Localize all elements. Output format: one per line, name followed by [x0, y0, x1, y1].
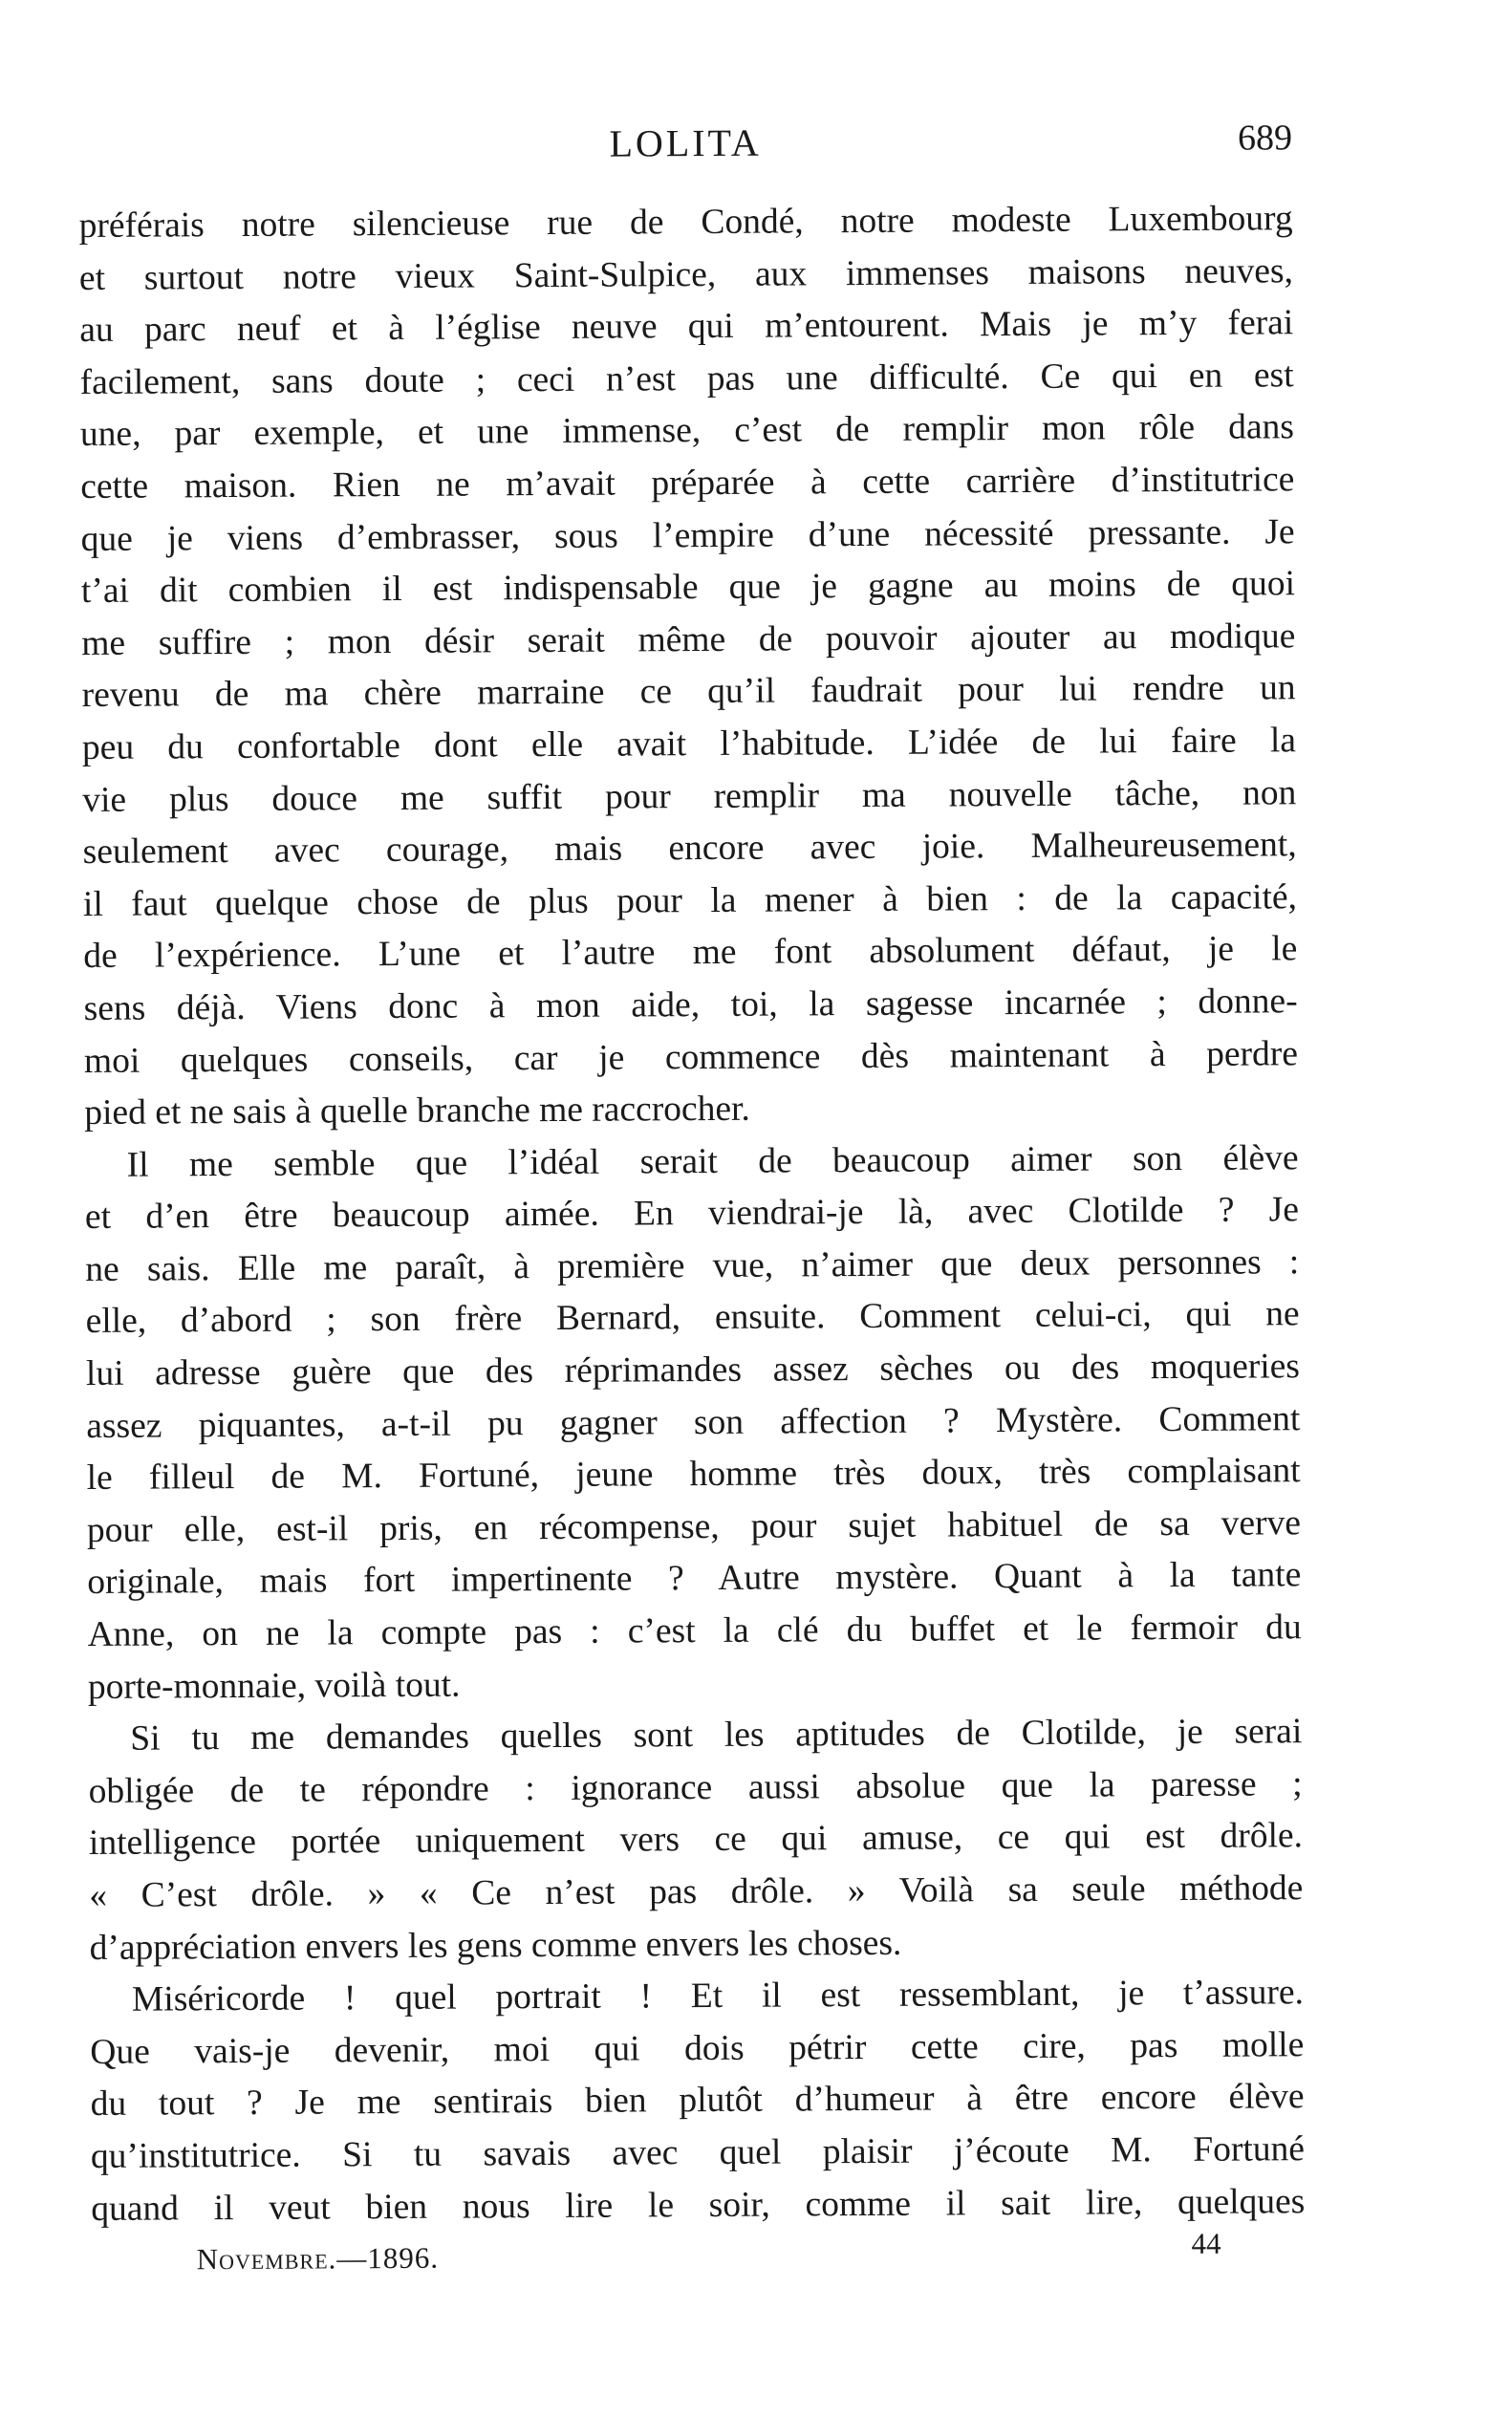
text-line: pour elle, est-il pris, en récompense, pour sujet habituel de sa verve: [86, 1503, 1302, 1550]
text-line: seulement avec courage, mais encore avec joie. Malheureusement,: [82, 825, 1297, 873]
text-line: porte-monnaie, voilà tout.: [87, 1665, 461, 1707]
text-line: qu’institutrice. Si tu savais avec quel plaisir j’écoute M. Fortuné: [90, 2129, 1306, 2176]
text-line: quand il veut bien nous lire le soir, comme il sait lire, quelques: [91, 2181, 1306, 2229]
text-line: du tout ? Je me sentirais bien plutôt d’humeur à être encore élève: [90, 2077, 1305, 2125]
text-line: peu du confortable dont elle avait l’habitude. L’idée de lui faire la: [81, 721, 1297, 767]
text-line: elle, d’abord ; son frère Bernard, ensuite. Comment celui-ci, qui ne: [85, 1294, 1300, 1342]
text-line: ne sais. Elle me paraît, à première vue, n’aimer que deux personnes :: [85, 1242, 1300, 1289]
text-line: Miséricorde ! quel portrait ! Et il est ressemblant, je t’assure.: [131, 1973, 1305, 2019]
text-line: Que vais-je devenir, moi qui dois pétrir cette cire, pas molle: [90, 2024, 1305, 2072]
body-text: [78, 193, 1305, 2235]
text-line: une, par exemple, et une immense, c’est de remplir mon rôle dans: [79, 407, 1295, 455]
text-line: lui adresse guère que des réprimandes assez sèches ou des moqueries: [85, 1347, 1301, 1394]
text-line: « C’est drôle. » « Ce n’est pas drôle. » Voilà sa seule méthode: [89, 1868, 1304, 1915]
text-line: au parc neuf et à l’église neuve qui m’entourent. Mais je m’y ferai: [79, 303, 1294, 351]
running-title: LOLITA: [609, 120, 762, 165]
book-page: [78, 117, 1306, 2299]
page-number: 689: [1237, 118, 1293, 159]
text-line: pied et ne sais à quelle branche me raccrocher.: [84, 1089, 750, 1133]
text-line: obligée de te répondre : ignorance aussi absolue que la paresse ;: [88, 1764, 1303, 1811]
text-line: et surtout notre vieux Saint-Sulpice, aux immenses maisons neuves,: [78, 250, 1294, 298]
signature-mark: Novembre.—1896.: [196, 2240, 440, 2277]
text-line: assez piquantes, a-t-il pu gagner son affection ? Mystère. Comment: [86, 1398, 1301, 1446]
text-line: préférais notre silencieuse rue de Condé, notre modeste Luxembourg: [78, 199, 1293, 246]
text-line: que je viens d’embrasser, sous l’empire d’une nécessité pressante. Je: [80, 511, 1295, 559]
text-line: le filleul de M. Fortuné, jeune homme très doux, très complaisant: [86, 1451, 1301, 1499]
text-line: originale, mais fort impertinente ? Autre mystère. Quant à la tante: [87, 1555, 1302, 1603]
text-line: et d’en être beaucoup aimée. En viendrai-je là, avec Clotilde ? Je: [84, 1190, 1300, 1238]
text-line: me suffire ; mon désir serait même de pouvoir ajouter au modique: [81, 615, 1296, 663]
text-line: vie plus douce me suffit pour remplir ma nouvelle tâche, non: [82, 772, 1297, 820]
text-line: t’ai dit combien il est indispensable que je gagne au moins de quoi: [80, 564, 1296, 612]
sheet-number: 44: [1191, 2226, 1221, 2261]
text-line: Si tu me demandes quelles sont les aptitudes de Clotilde, je serai: [130, 1712, 1303, 1759]
text-line: moi quelques conseils, car je commence dès maintenant à perdre: [83, 1033, 1299, 1081]
text-line: de l’expérience. L’une et l’autre me font absolument défaut, je le: [83, 929, 1298, 977]
text-line: cette maison. Rien ne m’avait préparée à cette carrière d’institutrice: [80, 460, 1295, 507]
text-line: Il me semble que l’idéal serait de beaucoup aimer son élève: [126, 1137, 1299, 1185]
text-line: revenu de ma chère marraine ce qu’il faudrait pour lui rendre un: [81, 668, 1296, 716]
text-line: il faut quelque chose de plus pour la mener à bien : de la capacité,: [82, 876, 1298, 924]
text-line: facilement, sans doute ; ceci n’est pas une difficulté. Ce qui en est: [79, 356, 1294, 402]
page-header: [78, 117, 1292, 201]
text-line: Anne, on ne la compte pas : c’est la clé du buffet et le fermoir du: [87, 1608, 1302, 1655]
text-line: sens déjà. Viens donc à mon aide, toi, la sagesse incarnée ; donne-: [83, 982, 1298, 1028]
text-line: intelligence portée uniquement vers ce qui amuse, ce qui est drôle.: [88, 1816, 1304, 1864]
page-footer: [92, 2226, 1306, 2299]
text-line: d’appréciation envers les gens comme envers les choses.: [89, 1923, 902, 1968]
